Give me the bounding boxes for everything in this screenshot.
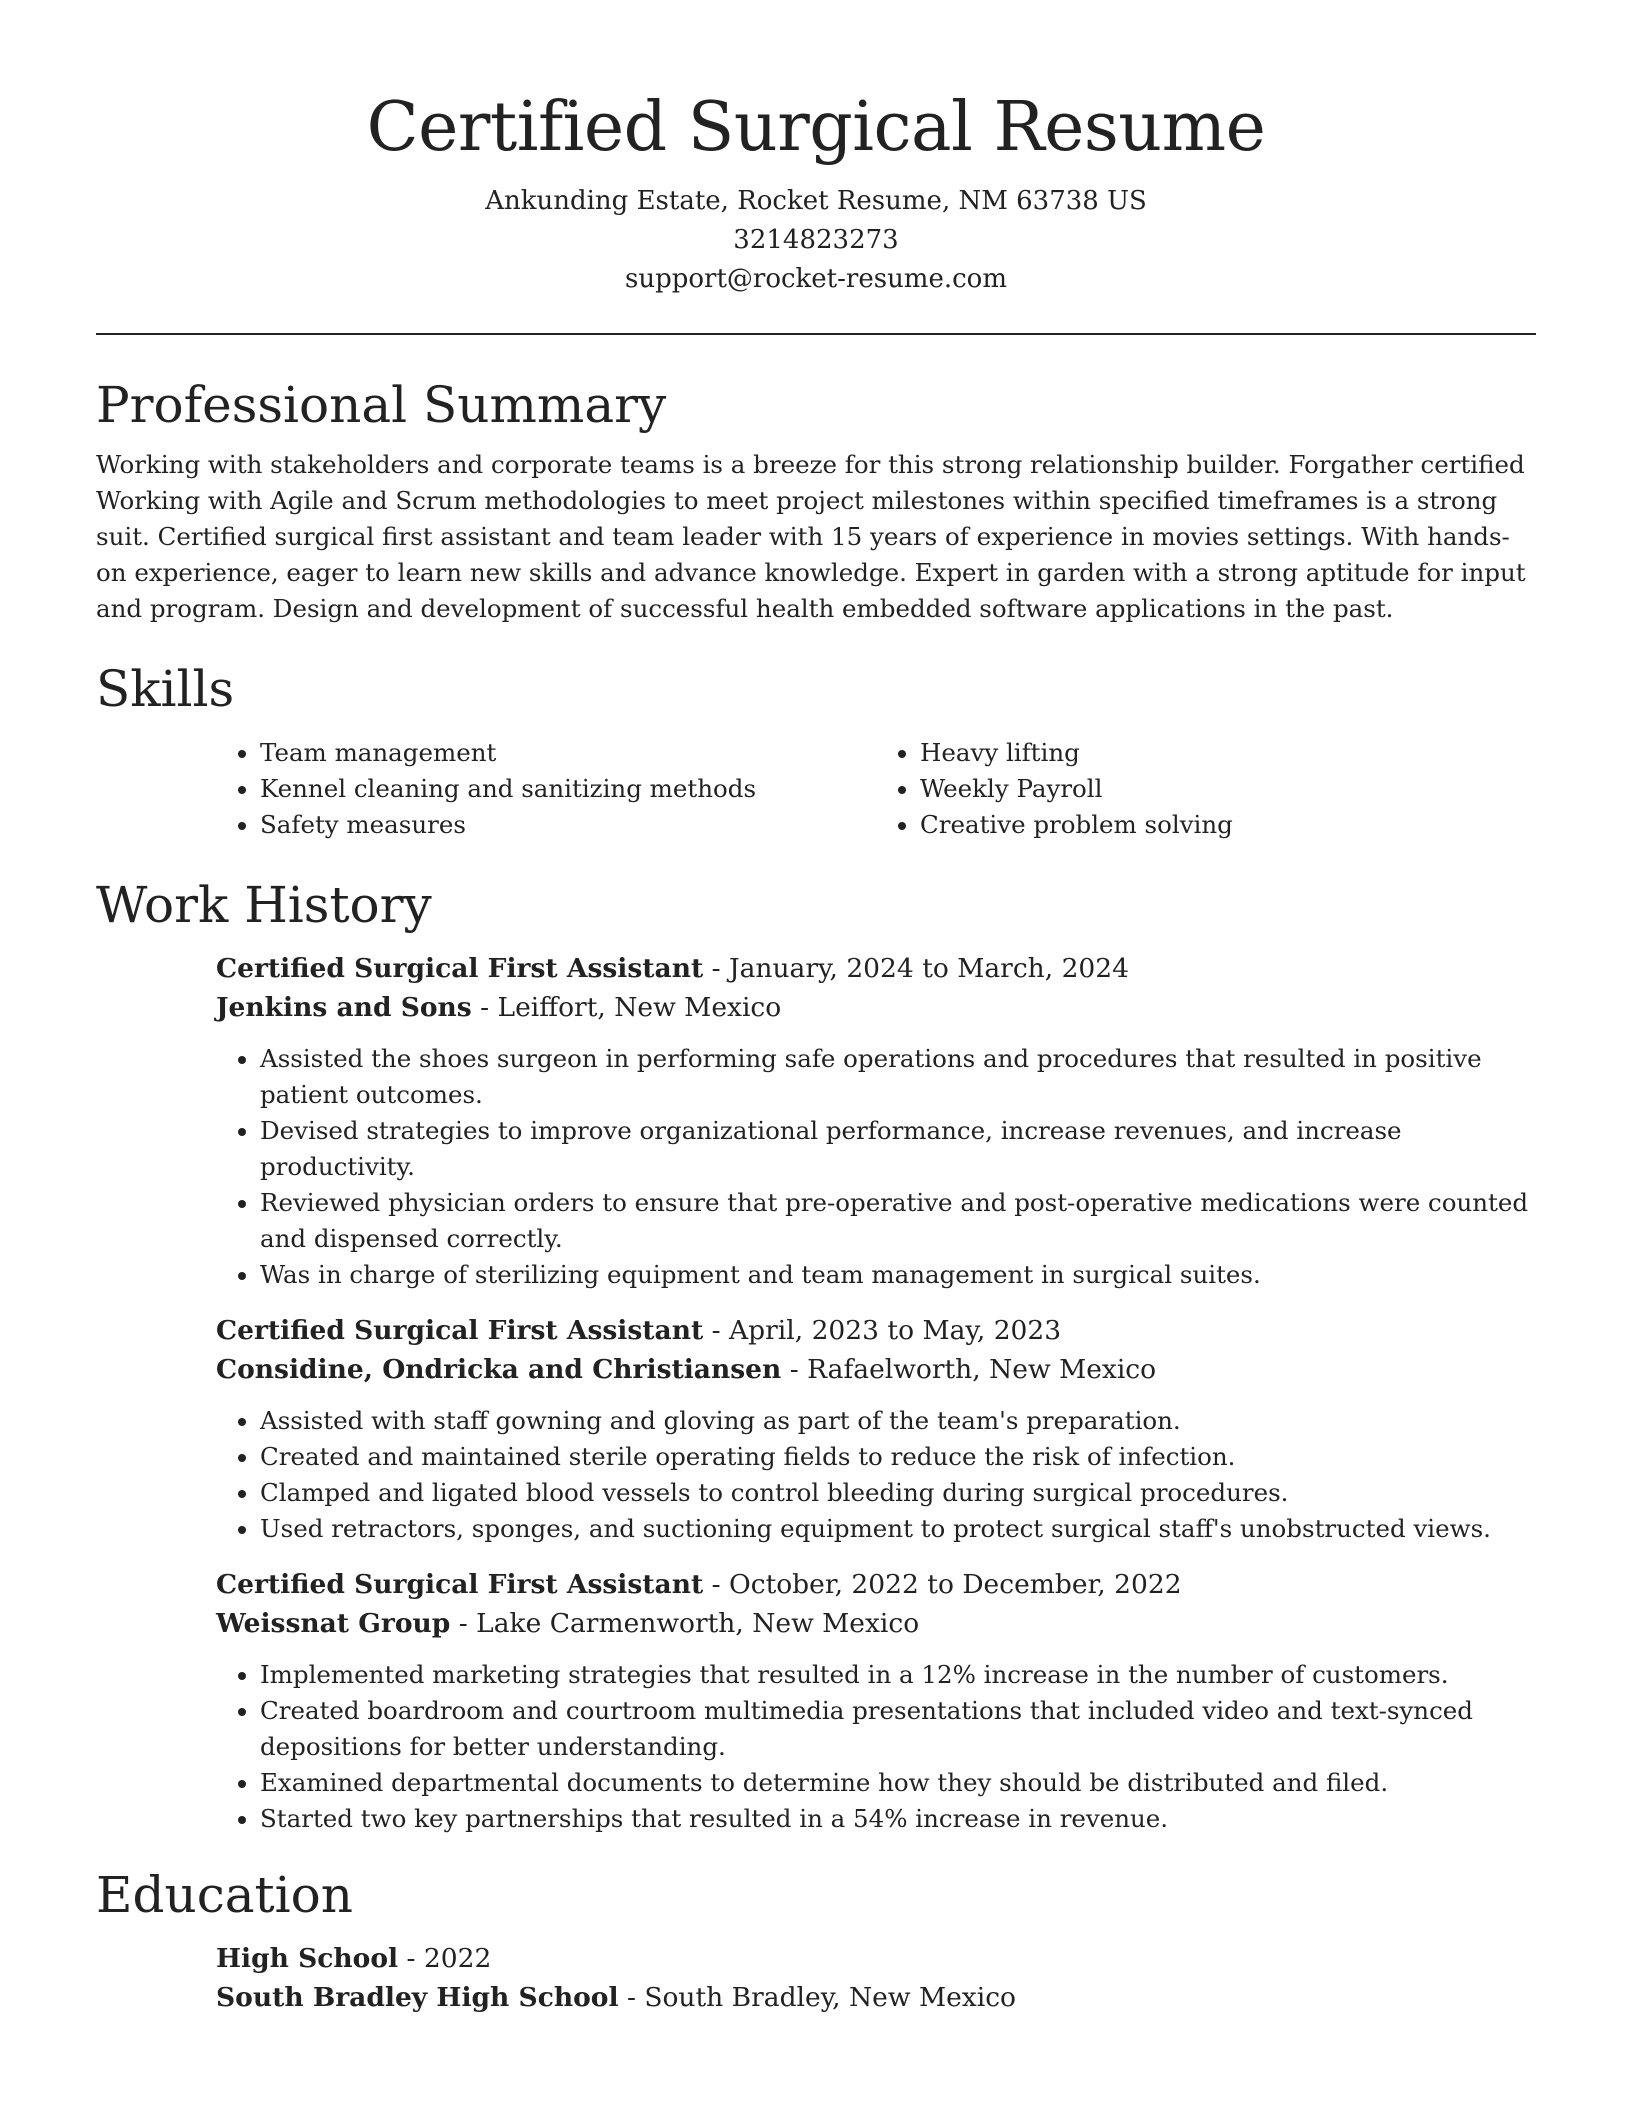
phone: 3214823273 [733, 225, 899, 255]
section-title-skills: Skills [96, 660, 235, 718]
education-year: - 2022 [398, 1943, 492, 1974]
education-degree-line [216, 1939, 1536, 1978]
job-company: Weissnat Group [216, 1608, 451, 1639]
job-role: Certified Surgical First Assistant [216, 953, 704, 984]
job-dates: - October, 2022 to December, 2022 [703, 1569, 1182, 1600]
job-duty: • Devised strategies to improve organizational performance, increase revenues, and increase productivity. [260, 1113, 1536, 1185]
section-title-work-history: Work History [96, 876, 432, 934]
job-location: - Leiffort, New Mexico [471, 992, 782, 1023]
job-duty: • Was in charge of sterilizing equipment and team management in surgical suites. [260, 1257, 1536, 1293]
job-duty: • Reviewed physician orders to ensure that pre-operative and post-operative medications were counted and dispensed correctly. [260, 1185, 1536, 1257]
job-entry [216, 949, 1536, 1293]
job-duty: • Assisted with staff gowning and gloving as part of the team's preparation. [260, 1403, 1536, 1439]
resume-page [96, 0, 1536, 2017]
job-dates: - January, 2024 to March, 2024 [703, 953, 1130, 984]
job-duty: • Clamped and ligated blood vessels to control bleeding during surgical procedures. [260, 1475, 1536, 1511]
job-title-line [216, 1565, 1536, 1604]
job-duty: • Created and maintained sterile operating fields to reduce the risk of infection. [260, 1439, 1536, 1475]
work-history-section [96, 873, 1536, 1837]
header-divider [96, 333, 1536, 335]
education-section [96, 1863, 1536, 2017]
section-title-summary: Professional Summary [96, 376, 667, 434]
skill-item: • Heavy lifting [920, 735, 1536, 771]
contact-info [96, 182, 1536, 299]
job-duty: • Examined departmental documents to determine how they should be distributed and filed. [260, 1765, 1536, 1801]
job-company-line [216, 1604, 1536, 1643]
job-company: Considine, Ondricka and Christiansen [216, 1354, 782, 1385]
candidate-name: Certified Surgical Resume [366, 88, 1266, 167]
email: support@rocket-resume.com [624, 264, 1007, 294]
skill-item: • Safety measures [260, 807, 876, 843]
job-duties [216, 1657, 1536, 1837]
job-duties [216, 1403, 1536, 1547]
job-role: Certified Surgical First Assistant [216, 1315, 704, 1346]
job-duty: • Used retractors, sponges, and suctioning equipment to protect surgical staff's unobstructed views. [260, 1511, 1536, 1547]
summary-section [96, 373, 1536, 627]
skills-column-right [876, 735, 1536, 843]
job-entry [216, 1565, 1536, 1837]
job-dates: - April, 2023 to May, 2023 [703, 1315, 1062, 1346]
skills-section [96, 657, 1536, 843]
section-title-education: Education [96, 1866, 353, 1924]
job-company-line [216, 988, 1536, 1027]
education-school: South Bradley High School [216, 1982, 619, 2013]
skill-item: • Kennel cleaning and sanitizing methods [260, 771, 876, 807]
skills-column-left [216, 735, 876, 843]
education-location: - South Bradley, New Mexico [618, 1982, 1017, 2013]
resume-header [96, 0, 1536, 299]
job-duty: • Started two key partnerships that resulted in a 54% increase in revenue. [260, 1801, 1536, 1837]
education-school-line [216, 1978, 1536, 2017]
job-location: - Rafaelworth, New Mexico [781, 1354, 1157, 1385]
skill-item: • Team management [260, 735, 876, 771]
address: Ankunding Estate, Rocket Resume, NM 63738 US [485, 186, 1147, 216]
summary-text: Working with stakeholders and corporate teams is a breeze for this strong relationship builder. Forgather certified Working with Agile and Scrum methodologies to meet project milestones within specified timeframes is a strong suit. Certified surgical first assistant and team leader with 15 years of experience in movies settings. With hands-on experience, eager to learn new skills and advance knowledge. Expert in garden with a strong aptitude for input and program. Design and development of successful health embedded software applications in the past. [96, 450, 1526, 623]
education-entry [216, 1939, 1536, 2017]
skill-item: • Creative problem solving [920, 807, 1536, 843]
education-degree: High School [216, 1943, 399, 1974]
job-company-line [216, 1350, 1536, 1389]
job-duty: • Created boardroom and courtroom multimedia presentations that included video and text-synced depositions for better understanding. [260, 1693, 1536, 1765]
job-title-line [216, 949, 1536, 988]
job-entry [216, 1311, 1536, 1547]
job-duty: • Assisted the shoes surgeon in performing safe operations and procedures that resulted in positive patient outcomes. [260, 1041, 1536, 1113]
skills-list [216, 735, 1536, 843]
job-location: - Lake Carmenworth, New Mexico [450, 1608, 920, 1639]
skill-item: • Weekly Payroll [920, 771, 1536, 807]
job-duty: • Implemented marketing strategies that resulted in a 12% increase in the number of customers. [260, 1657, 1536, 1693]
job-title-line [216, 1311, 1536, 1350]
job-role: Certified Surgical First Assistant [216, 1569, 704, 1600]
job-duties [216, 1041, 1536, 1293]
job-company: Jenkins and Sons [216, 992, 472, 1023]
